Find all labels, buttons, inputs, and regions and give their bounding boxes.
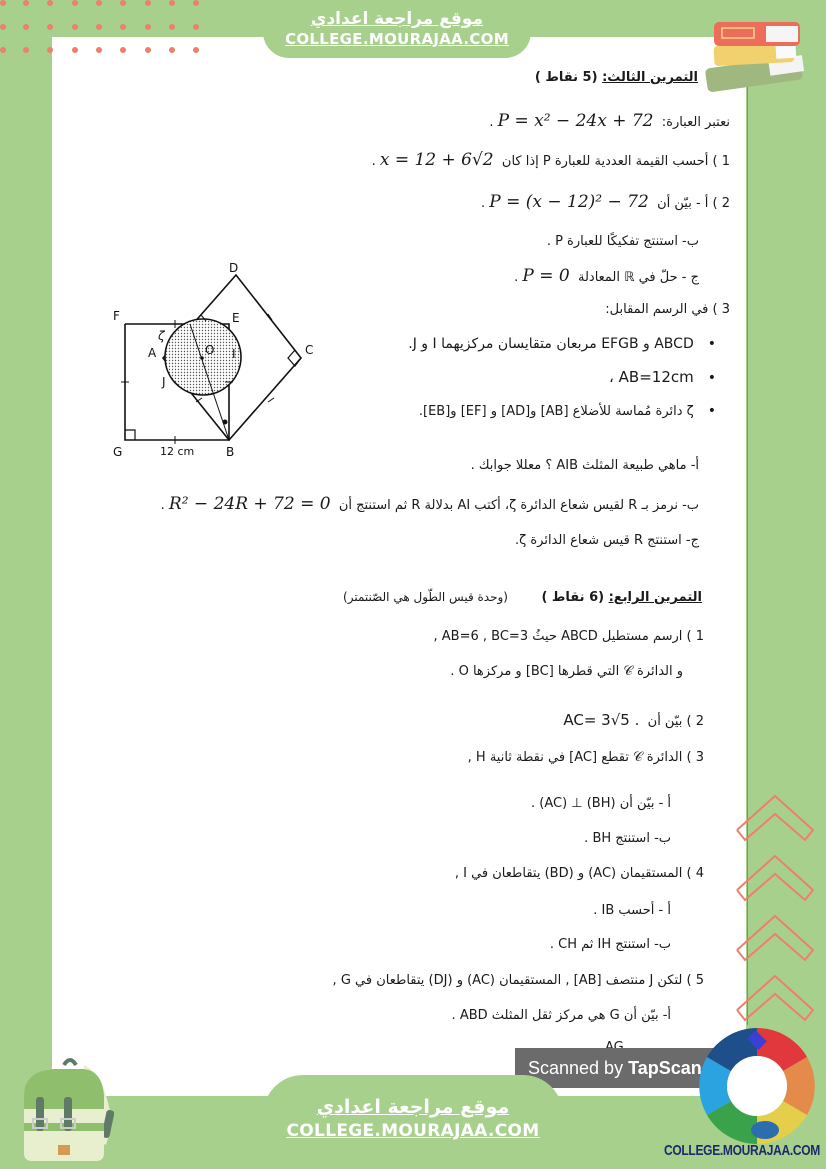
exercise3-q2c: ج - حلّ في ℝ المعادلة P = 0 . xyxy=(514,266,699,286)
q2-expression: AC= 3√5 . xyxy=(563,711,640,729)
exercise3-q2a: 2 ) أ - بيّن أن P = (x − 12)² − 72 . xyxy=(481,192,730,212)
exercise4-q4: 4 ) المستقيمان (AC) و (BD) يتقاطعان في I , xyxy=(454,866,704,881)
qb-expression: R² − 24R + 72 = 0 xyxy=(168,494,331,514)
exercise4-unit-note: (وحدة قيس الطّول هي الصّنتمتر) xyxy=(343,590,508,604)
intro-expression: P = x² − 24x + 72 xyxy=(497,111,654,131)
q1-expression: x = 12 + 6√2 xyxy=(379,150,494,170)
exercise3-qa: أ- ماهي طبيعة المثلث AIB ؟ معللا جوابك . xyxy=(470,458,699,473)
scanner-watermark: Scanned by TapScan xyxy=(515,1048,748,1088)
q2c-expression: P = 0 xyxy=(522,266,570,286)
label-O: O xyxy=(205,343,215,357)
bullet-length: • AB=12cm ، xyxy=(609,368,716,386)
site-logo-icon[interactable] xyxy=(696,1025,818,1147)
label-F: F xyxy=(113,309,120,323)
intro-label: نعتبر العبارة: xyxy=(661,115,730,130)
exercise3-title: التمرين الثالث: xyxy=(602,70,698,85)
exercise3-qc: ج- استنتج R قيس شعاع الدائرة ζ. xyxy=(514,533,699,548)
bottom-banner-url[interactable]: COLLEGE.MOURAJAA.COM xyxy=(286,1121,540,1141)
bottom-banner-arabic[interactable]: موقع مراجعة اعدادي xyxy=(316,1096,510,1118)
exercise3-points: (5 نقاط ) xyxy=(534,70,598,85)
bullet-circle: • ζ دائرة مُماسة للأضلاع [AB] و[AD] و [EF] و[EB]. xyxy=(419,403,716,419)
exercise4-q1-line1: 1 ) ارسم مستطيل ABCD حيثُ AB=6 , BC=3 , xyxy=(433,629,704,644)
exercise4-q5: 5 ) لتكن J منتصف [AB] , المستقيمان (AC) و (DJ) يتقاطعان في G , xyxy=(332,973,704,988)
label-I: I xyxy=(232,347,236,361)
exercise4-q5a: أ- بيّن أن G هي مركز ثقل المثلث ABD . xyxy=(451,1008,671,1023)
label-D: D xyxy=(229,261,239,275)
decorative-chevrons xyxy=(733,790,821,1040)
q1-label: 1 ) أحسب القيمة العددية للعبارة P إذا كان xyxy=(501,154,730,169)
logo-caption: COLLEGE.MOURAJAA.COM xyxy=(664,1141,821,1159)
exercise4-heading xyxy=(541,590,702,605)
label-J: J xyxy=(162,375,166,389)
exercise4-q3a: أ - بيّن أن (BH) ⊥ (AC) . xyxy=(530,796,671,811)
exercise3-q3: 3 ) في الرسم المقابل: xyxy=(605,302,730,317)
label-zeta: ζ xyxy=(158,329,165,343)
label-G: G xyxy=(113,445,123,459)
exercise4-points: (6 نقاط ) xyxy=(541,590,605,605)
exercise3-heading xyxy=(535,70,698,85)
q2-label: 2 ) بيّن أن xyxy=(647,714,704,729)
dimension-label: 12 cm xyxy=(160,445,195,458)
geometry-figure xyxy=(108,260,318,460)
label-C: C xyxy=(305,343,314,357)
exercise4-q4a: أ - أحسب IB . xyxy=(593,903,671,918)
q2c-label: ج - حلّ في ℝ المعادلة xyxy=(577,270,699,285)
exercise3-q2b: ب- استنتج تفكيكًا للعبارة P . xyxy=(546,234,699,249)
top-banner-url[interactable]: COLLEGE.MOURAJAA.COM xyxy=(285,30,509,48)
exercise4-q4b: ب- استنتج IH ثم CH . xyxy=(549,937,671,952)
scanner-brand: TapScan xyxy=(628,1058,702,1078)
exercise3-q1: 1 ) أحسب القيمة العددية للعبارة P إذا كان x = 12 + 6√2 . xyxy=(371,150,730,170)
exercise3-intro: نعتبر العبارة: P = x² − 24x + 72 . xyxy=(489,111,730,131)
bullet-squares: • ABCD و EFGB مربعان متقايسان مركزيهما I و J. xyxy=(408,336,716,352)
exercise4-q3: 3 ) الدائرة 𝒞 تقطع [AC] في نقطة ثانية H , xyxy=(467,750,704,765)
label-A: A xyxy=(148,346,157,360)
qb-label: ب- نرمز بـ R لقيس شعاع الدائرة ζ، أكتب AI بدلالة R ثم استنتج أن xyxy=(338,498,699,513)
exercise3-qb: ب- نرمز بـ R لقيس شعاع الدائرة ζ، أكتب AI بدلالة R ثم استنتج أن R² − 24R + 72 = 0 . xyxy=(160,494,699,514)
exercise4-title: التمرين الرابع: xyxy=(608,590,702,605)
q2a-label: 2 ) أ - بيّن أن xyxy=(657,196,730,211)
label-B: B xyxy=(226,445,235,459)
q2a-expression: P = (x − 12)² − 72 xyxy=(489,192,649,212)
exercise4-q1-line2: و الدائرة 𝒞 التي قطرها [BC] و مركزها O . xyxy=(450,664,683,679)
top-banner-arabic[interactable]: موقع مراجعة اعدادي xyxy=(310,9,484,29)
exercise4-q2 xyxy=(563,711,704,729)
bottom-site-banner[interactable] xyxy=(263,1075,563,1169)
exercise4-q3b: ب- استنتج BH . xyxy=(584,831,671,846)
label-E: E xyxy=(232,311,240,325)
backpack-icon xyxy=(14,1055,114,1163)
